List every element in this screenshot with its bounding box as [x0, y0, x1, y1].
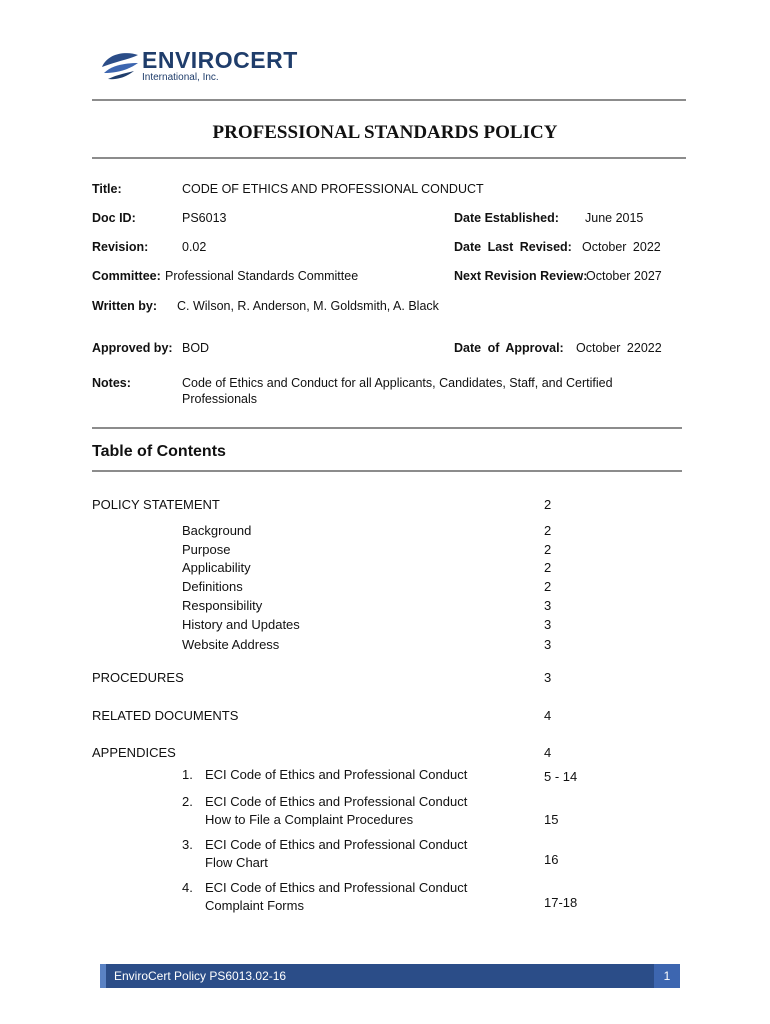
- appendix-number: 1.: [182, 767, 193, 782]
- logo-subtitle: International, Inc.: [142, 72, 219, 83]
- logo-name: ENVIROCERT: [142, 47, 298, 73]
- date-of-approval-value: October 22022: [576, 341, 662, 355]
- appendix-number: 2.: [182, 794, 193, 809]
- date-last-revised-label: Date Last Revised:: [454, 240, 572, 254]
- toc-sub-item[interactable]: Purpose: [182, 542, 231, 557]
- toc-sub-item[interactable]: Definitions: [182, 579, 243, 594]
- written-by-value: C. Wilson, R. Anderson, M. Goldsmith, A. Black: [177, 299, 439, 313]
- toc-sub-item[interactable]: Background: [182, 523, 252, 538]
- toc-appendices[interactable]: APPENDICES: [92, 745, 176, 760]
- toc-procedures-page: 3: [544, 670, 552, 685]
- committee-value: Professional Standards Committee: [165, 269, 359, 283]
- title-divider: [92, 157, 686, 159]
- next-review-label: Next Revision Review:: [454, 269, 588, 283]
- committee-label: Committee:: [92, 269, 161, 283]
- appendix-number: 3.: [182, 837, 193, 852]
- appendix-number: 4.: [182, 880, 193, 895]
- appendix-title[interactable]: ECI Code of Ethics and Professional Conduct: [205, 794, 468, 809]
- appendix-page: 17-18: [544, 895, 578, 910]
- toc-sub-item[interactable]: Website Address: [182, 637, 280, 652]
- next-review-value: October 2027: [586, 269, 662, 283]
- toc-sub-item-page: 2: [544, 579, 552, 594]
- written-by-label: Written by:: [92, 299, 158, 313]
- appendix-page: 16: [544, 852, 559, 867]
- docid-value: PS6013: [182, 211, 227, 225]
- toc-sub-item-page: 2: [544, 542, 552, 557]
- footer-doc-reference: EnviroCert Policy PS6013.02-16: [114, 969, 287, 983]
- toc-sub-item-page: 3: [544, 598, 552, 613]
- appendix-page: 5 - 14: [544, 769, 578, 784]
- toc-sub-item-page: 2: [544, 523, 552, 538]
- appendix-title[interactable]: ECI Code of Ethics and Professional Conduct: [205, 767, 468, 782]
- toc-heading: Table of Contents: [92, 443, 226, 460]
- appendix-subtitle[interactable]: How to File a Complaint Procedures: [205, 812, 414, 827]
- footer-page-box: [654, 964, 680, 988]
- toc-sub-item-page: 3: [544, 637, 552, 652]
- date-established-label: Date Established:: [454, 211, 559, 225]
- toc-related-documents-page: 4: [544, 708, 552, 723]
- header-divider: [92, 99, 686, 101]
- toc-appendices-page: 4: [544, 745, 552, 760]
- notes-line-1: Code of Ethics and Conduct for all Applicants, Candidates, Staff, and Certified: [182, 376, 613, 390]
- toc-sub-item-page: 2: [544, 560, 552, 575]
- appendix-title[interactable]: ECI Code of Ethics and Professional Conduct: [205, 880, 468, 895]
- toc-policy-statement-page: 2: [544, 497, 552, 512]
- date-of-approval-label: Date of Approval:: [454, 341, 564, 355]
- toc-policy-statement[interactable]: POLICY STATEMENT: [92, 497, 220, 512]
- revision-value: 0.02: [182, 240, 207, 254]
- approved-by-value: BOD: [182, 341, 210, 355]
- footer-page-number: 1: [663, 969, 671, 983]
- date-established-value: June 2015: [585, 211, 644, 225]
- approved-by-label: Approved by:: [92, 341, 173, 355]
- toc-sub-item[interactable]: Responsibility: [182, 598, 263, 613]
- appendix-page: 15: [544, 812, 559, 827]
- appendix-title[interactable]: ECI Code of Ethics and Professional Conduct: [205, 837, 468, 852]
- toc-top-divider: [92, 427, 682, 429]
- toc-bottom-divider: [92, 470, 682, 472]
- title-value: CODE OF ETHICS AND PROFESSIONAL CONDUCT: [182, 182, 484, 196]
- appendix-subtitle[interactable]: Complaint Forms: [205, 898, 304, 913]
- appendix-subtitle[interactable]: Flow Chart: [205, 855, 268, 870]
- company-logo: [100, 47, 300, 87]
- toc-related-documents[interactable]: RELATED DOCUMENTS: [92, 708, 239, 723]
- toc-procedures[interactable]: PROCEDURES: [92, 670, 184, 685]
- docid-label: Doc ID:: [92, 211, 136, 225]
- notes-line-2: Professionals: [182, 392, 258, 406]
- revision-label: Revision:: [92, 240, 149, 254]
- document-title: PROFESSIONAL STANDARDS POLICY: [212, 122, 558, 143]
- toc-sub-item[interactable]: Applicability: [182, 560, 251, 575]
- toc-sub-item[interactable]: History and Updates: [182, 617, 300, 632]
- page-footer: [100, 964, 680, 988]
- date-last-revised-value: October 2022: [582, 240, 661, 254]
- leaf-icon: [100, 49, 140, 83]
- footer-accent-bar: [100, 964, 106, 988]
- notes-label: Notes:: [92, 376, 131, 390]
- title-label: Title:: [92, 182, 122, 196]
- toc-sub-item-page: 3: [544, 617, 552, 632]
